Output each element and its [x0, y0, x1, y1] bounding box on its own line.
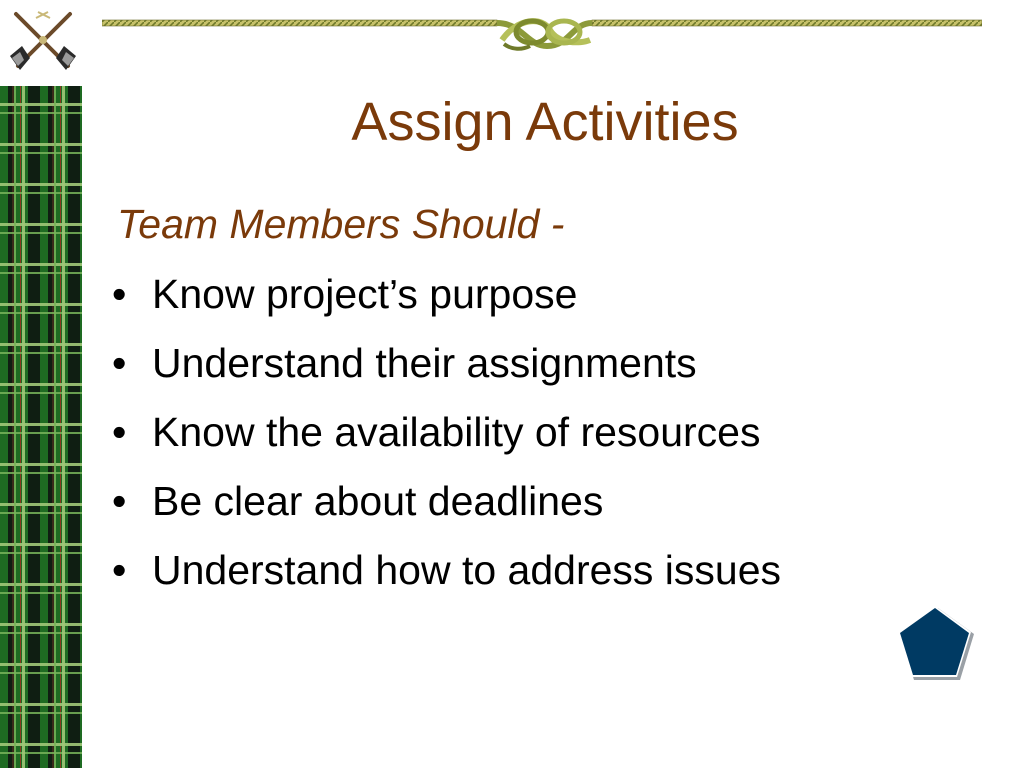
subheading: Team Members Should - — [117, 201, 565, 247]
bullet-icon: • — [112, 409, 127, 455]
list-item — [112, 473, 781, 542]
slide-title: Assign Activities — [351, 92, 739, 152]
bullet-icon: • — [112, 271, 127, 317]
rope-knot-icon — [102, 10, 982, 56]
list-item — [112, 542, 781, 611]
bullet-list — [112, 266, 781, 611]
bullet-text: Understand their assignments — [152, 340, 697, 386]
bullet-text: Be clear about deadlines — [152, 478, 604, 524]
list-item — [112, 404, 781, 473]
list-item — [112, 266, 781, 335]
list-item — [112, 335, 781, 404]
bullet-icon: • — [112, 478, 127, 524]
bullet-icon: • — [112, 547, 127, 593]
bullet-text: Understand how to address issues — [152, 547, 782, 593]
bullet-text: Know the availability of resources — [152, 409, 761, 455]
crossed-axes-icon — [8, 8, 78, 76]
bullet-icon: • — [112, 340, 127, 386]
bullet-text: Know project’s purpose — [152, 271, 578, 317]
tartan-strip — [0, 86, 82, 768]
pentagon-icon — [895, 604, 977, 682]
